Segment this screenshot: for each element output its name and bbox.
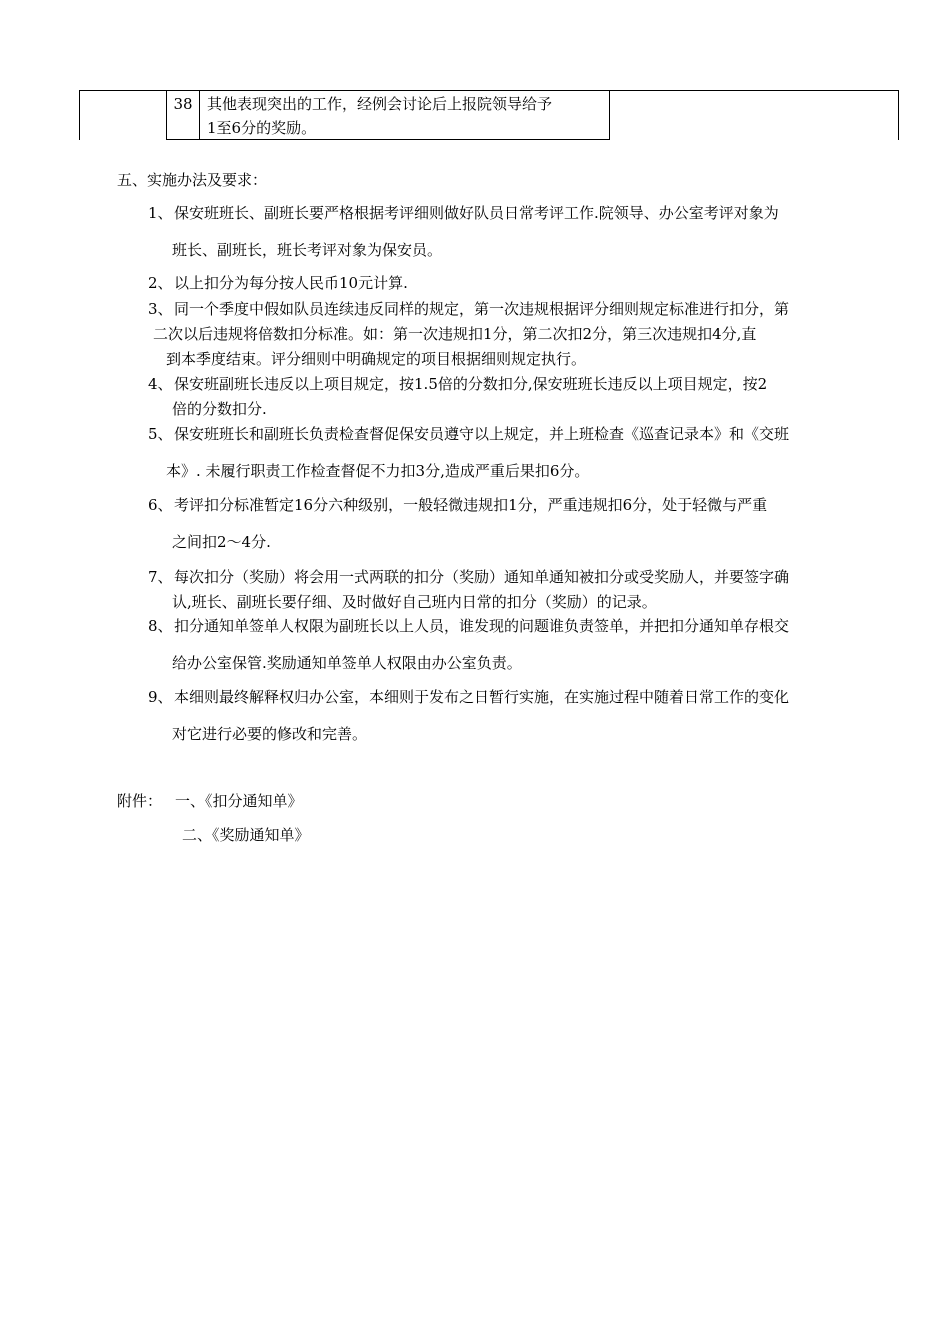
item-line: 本细则最终解释权归办公室，本细则于发布之日暂行实施，在实施过程中随着日常工作的变化 <box>174 688 790 706</box>
item-line: 考评扣分标准暂定16分六种级别，一般轻微违规扣1分，严重违规扣6分，处于轻微与严重 <box>174 496 768 514</box>
item-number: 1、 <box>148 204 173 222</box>
item-line: 每次扣分（奖励）将会用一式两联的扣分（奖励）通知单通知被扣分或受奖励人，并要签字确 <box>174 568 790 586</box>
section-heading: 五、实施办法及要求： <box>117 171 268 189</box>
item-line: 本》. 未履行职责工作检查督促不力扣3分,造成严重后果扣6分。 <box>166 462 590 480</box>
table-row-number: 38 <box>173 95 193 113</box>
item-number: 4、 <box>148 375 173 393</box>
item-line: 班长、副班长，班长考评对象为保安员。 <box>172 241 443 259</box>
attachment-item: 二、《奖励通知单》 <box>182 826 310 844</box>
item-number: 6、 <box>148 496 173 514</box>
item-number: 3、 <box>148 300 173 318</box>
item-number: 7、 <box>148 568 173 586</box>
item-line: 给办公室保管.奖励通知单签单人权限由办公室负责。 <box>172 654 522 672</box>
item-line: 认,班长、副班长要仔细、及时做好自己班内日常的扣分（奖励）的记录。 <box>172 593 657 611</box>
table-row-text-line1: 其他表现突出的工作，经例会讨论后上报院领导给予 <box>207 95 553 113</box>
item-line: 之间扣2～4分. <box>172 533 271 551</box>
item-number: 5、 <box>148 425 173 443</box>
item-line: 以上扣分为每分按人民币10元计算. <box>174 274 408 292</box>
item-line: 保安班副班长违反以上项目规定，按1.5倍的分数扣分,保安班班长违反以上项目规定，按2 <box>174 375 768 393</box>
item-line: 保安班班长和副班长负责检查督促保安员遵守以上规定，并上班检查《巡查记录本》和《交班 <box>174 425 790 443</box>
item-line: 对它进行必要的修改和完善。 <box>172 725 368 743</box>
item-line: 同一个季度中假如队员连续违反同样的规定，第一次违规根据评分细则规定标准进行扣分，第 <box>174 300 790 318</box>
item-line: 保安班班长、副班长要严格根据考评细则做好队员日常考评工作.院领导、办公室考评对象为 <box>174 204 779 222</box>
item-line: 到本季度结束。评分细则中明确规定的项目根据细则规定执行。 <box>166 350 587 368</box>
item-line: 倍的分数扣分. <box>172 400 267 418</box>
table-row-text-line2: 1至6分的奖励。 <box>207 119 317 137</box>
item-line: 扣分通知单签单人权限为副班长以上人员，谁发现的问题谁负责签单，并把扣分通知单存根交 <box>174 617 790 635</box>
attachment-item: 一、《扣分通知单》 <box>175 792 303 810</box>
table-row-text <box>207 92 607 140</box>
attachments-label: 附件： <box>117 792 163 810</box>
item-number: 9、 <box>148 688 173 706</box>
item-line: 二次以后违规将倍数扣分标准。如：第一次违规扣1分，第二次扣2分，第三次违规扣4分,直 <box>153 325 757 343</box>
item-number: 8、 <box>148 617 173 635</box>
item-number: 2、 <box>148 274 173 292</box>
